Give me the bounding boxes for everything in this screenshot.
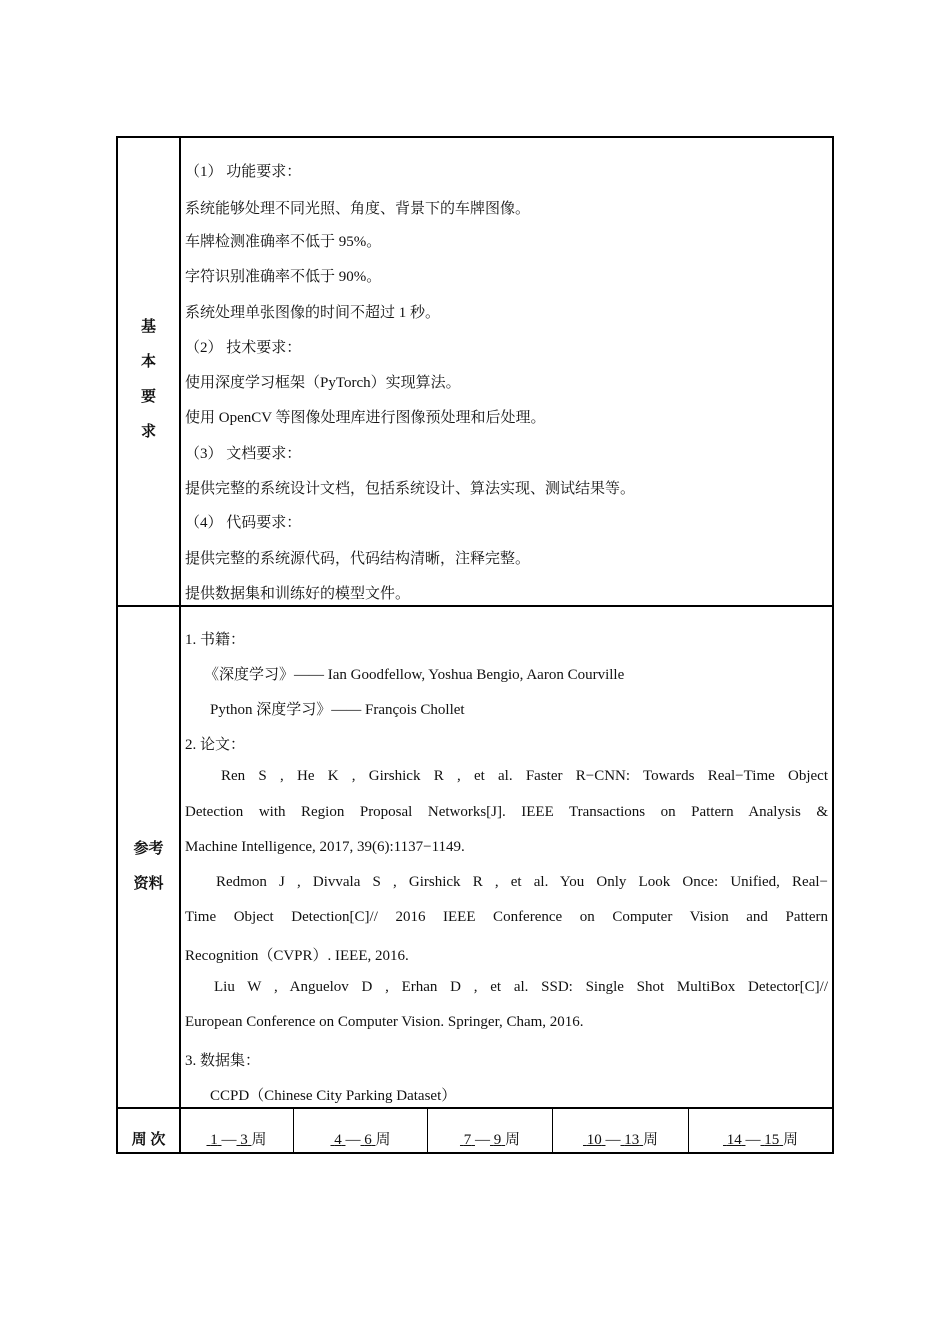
ref-line: 3. 数据集： xyxy=(185,1053,261,1069)
week-dash: — xyxy=(605,1132,621,1148)
req-line: （1） 功能要求： xyxy=(185,164,302,180)
ref-line: 2. 论文： xyxy=(185,737,246,753)
ref-line: Time Object Detection[C]// 2016 IEEE Conference on Computer Vision and Pattern xyxy=(185,909,828,925)
week-end: 15 xyxy=(764,1132,780,1148)
ref-line: Liu W , Anguelov D , Erhan D , et al. SSD: Single Shot MultiBox Detector[C]// xyxy=(214,979,828,995)
req-line: 系统能够处理不同光照、角度、背景下的车牌图像。 xyxy=(185,201,531,217)
week-start: 1 xyxy=(210,1132,218,1148)
ref-line: 1. 书籍： xyxy=(185,632,246,648)
week-unit: 周 xyxy=(251,1132,267,1148)
req-line: 字符识别准确率不低于 90%。 xyxy=(185,269,382,285)
label-char: 求 xyxy=(140,424,156,440)
ref-line: Machine Intelligence, 2017, 39(6):1137−1149. xyxy=(185,839,465,855)
week-range xyxy=(428,1126,552,1154)
week-start: 10 xyxy=(586,1132,602,1148)
section-divider xyxy=(118,1107,832,1109)
week-unit: 周 xyxy=(504,1132,520,1148)
week-end: 6 xyxy=(364,1132,372,1148)
ref-line: CCPD（Chinese City Parking Dataset） xyxy=(210,1088,457,1104)
req-line: 提供完整的系统设计文档，包括系统设计、算法实现、测试结果等。 xyxy=(185,481,636,497)
ref-line: Detection with Region Proposal Networks[J]. IEEE Transactions on Pattern Analysis & xyxy=(185,804,828,820)
req-line: （3） 文档要求： xyxy=(185,446,302,462)
label-char: 基 xyxy=(140,319,156,335)
week-range xyxy=(689,1126,832,1154)
week-end: 13 xyxy=(624,1132,640,1148)
req-line: 提供数据集和训练好的模型文件。 xyxy=(185,586,411,602)
week-end: 9 xyxy=(493,1132,502,1148)
ref-line: European Conference on Computer Vision. Springer, Cham, 2016. xyxy=(185,1014,584,1030)
label-char: 要 xyxy=(140,389,156,405)
week-start: 14 xyxy=(726,1132,742,1148)
week-unit: 周 xyxy=(642,1132,658,1148)
req-line: 系统处理单张图像的时间不超过 1 秒。 xyxy=(185,305,441,321)
req-line: 使用 OpenCV 等图像处理库进行图像预处理和后处理。 xyxy=(185,410,546,426)
label-char: 本 xyxy=(140,354,156,370)
ref-line: Python 深度学习》—— François Chollet xyxy=(210,702,465,718)
form-table xyxy=(116,136,834,1154)
section-divider xyxy=(118,605,832,607)
label-column-divider xyxy=(179,138,181,1154)
references-label xyxy=(118,832,179,902)
weeks-label: 周 次 xyxy=(131,1132,166,1148)
week-dash: — xyxy=(745,1132,761,1148)
week-end: 3 xyxy=(240,1132,248,1148)
week-unit: 周 xyxy=(782,1132,798,1148)
req-line: 车牌检测准确率不低于 95%。 xyxy=(185,234,382,250)
req-line: （4） 代码要求： xyxy=(185,515,302,531)
week-range xyxy=(553,1126,688,1154)
req-line: （2） 技术要求： xyxy=(185,340,302,356)
week-dash: — xyxy=(221,1132,237,1148)
week-unit: 周 xyxy=(375,1132,391,1148)
ref-line: Redmon J , Divvala S , Girshick R , et al. You Only Look Once: Unified, Real− xyxy=(216,874,828,890)
req-line: 使用深度学习框架（PyTorch）实现算法。 xyxy=(185,375,461,391)
week-dash: — xyxy=(345,1132,361,1148)
week-start: 7 xyxy=(463,1132,472,1148)
week-range xyxy=(180,1126,293,1154)
req-line: 提供完整的系统源代码，代码结构清晰，注释完整。 xyxy=(185,551,531,567)
ref-line: Recognition（CVPR）. IEEE, 2016. xyxy=(185,948,409,964)
week-dash: — xyxy=(474,1132,490,1148)
label-word: 资料 xyxy=(133,876,164,892)
basic-requirements-label xyxy=(118,310,179,450)
label-word: 参考 xyxy=(133,841,164,857)
ref-line: 《深度学习》—— Ian Goodfellow, Yoshua Bengio, Aaron Courville xyxy=(204,667,625,683)
ref-line: Ren S , He K , Girshick R , et al. Faster R−CNN: Towards Real−Time Object xyxy=(221,768,828,784)
week-range xyxy=(294,1126,427,1154)
week-start: 4 xyxy=(334,1132,342,1148)
